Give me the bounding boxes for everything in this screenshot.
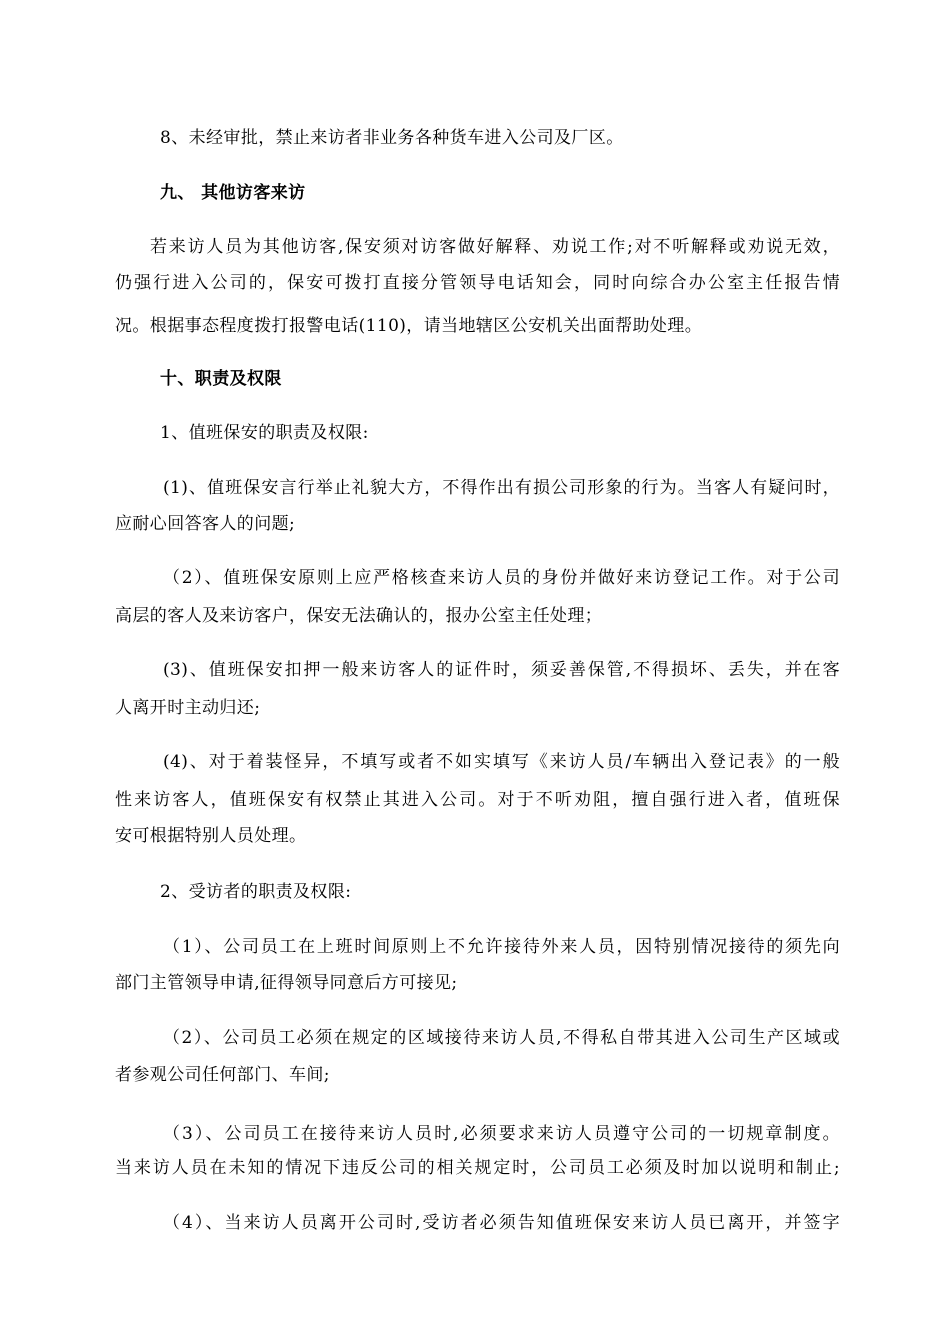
duty-item-line: (3)、值班保安扣押一般来访客人的证件时，须妥善保管,不得损坏、丢失，并在客 — [163, 660, 840, 680]
duty-item-line: (1)、值班保安言行举止礼貌大方，不得作出有损公司形象的行为。当客人有疑问时， — [163, 478, 840, 498]
duty-item-line: (4)、对于着装怪异，不填写或者不如实填写《来访人员/车辆出入登记表》的一般 — [163, 752, 840, 772]
section-9-paragraph-line: 况。根据事态程度拨打报警电话(110)，请当地辖区公安机关出面帮助处理。 — [115, 316, 703, 336]
section-9-paragraph-line: 仍强行进入公司的，保安可拨打直接分管领导电话知会，同时向综合办公室主任报告情 — [115, 273, 840, 293]
section-10-heading: 十、职责及权限 — [160, 369, 282, 389]
duty-item-line: 应耐心回答客人的问题; — [115, 514, 296, 534]
section-9-heading: 九、 其他访客来访 — [160, 183, 306, 203]
duty-item-line: 人离开时主动归还; — [115, 698, 261, 718]
host-duty-item-line: （3）、公司员工在接待来访人员时,必须要求来访人员遵守公司的一切规章制度。 — [163, 1124, 840, 1144]
duty-item-line: 性来访客人，值班保安有权禁止其进入公司。对于不听劝阻，擅自强行进入者，值班保 — [115, 790, 840, 810]
duty-item-line: 高层的客人及来访客户，保安无法确认的，报办公室主任处理； — [115, 606, 603, 626]
subsection-1-title: 1、值班保安的职责及权限: — [160, 423, 369, 443]
host-duty-item-line: 部门主管领导申请,征得领导同意后方可接见; — [115, 973, 458, 993]
host-duty-item-line: 当来访人员在未知的情况下违反公司的相关规定时，公司员工必须及时加以说明和制止; — [115, 1158, 840, 1178]
host-duty-item-line: （4）、当来访人员离开公司时,受访者必须告知值班保安来访人员已离开，并签字 — [163, 1213, 840, 1233]
duty-item-line: 安可根据特别人员处理。 — [115, 826, 307, 846]
section-9-paragraph-line: 若来访人员为其他访客,保安须对访客做好解释、劝说工作;对不听解释或劝说无效， — [150, 237, 840, 257]
host-duty-item-line: 者参观公司任何部门、车间; — [115, 1065, 330, 1085]
item-8-text: 8、未经审批，禁止来访者非业务各种货车进入公司及厂区。 — [160, 128, 624, 148]
duty-item-line: （2）、值班保安原则上应严格核查来访人员的身份并做好来访登记工作。对于公司 — [163, 568, 840, 588]
host-duty-item-line: （1）、公司员工在上班时间原则上不允许接待外来人员，因特别情况接待的须先向 — [163, 937, 840, 957]
host-duty-item-line: （2）、公司员工必须在规定的区域接待来访人员,不得私自带其进入公司生产区域或 — [163, 1028, 840, 1048]
subsection-2-title: 2、受访者的职责及权限: — [160, 882, 352, 902]
